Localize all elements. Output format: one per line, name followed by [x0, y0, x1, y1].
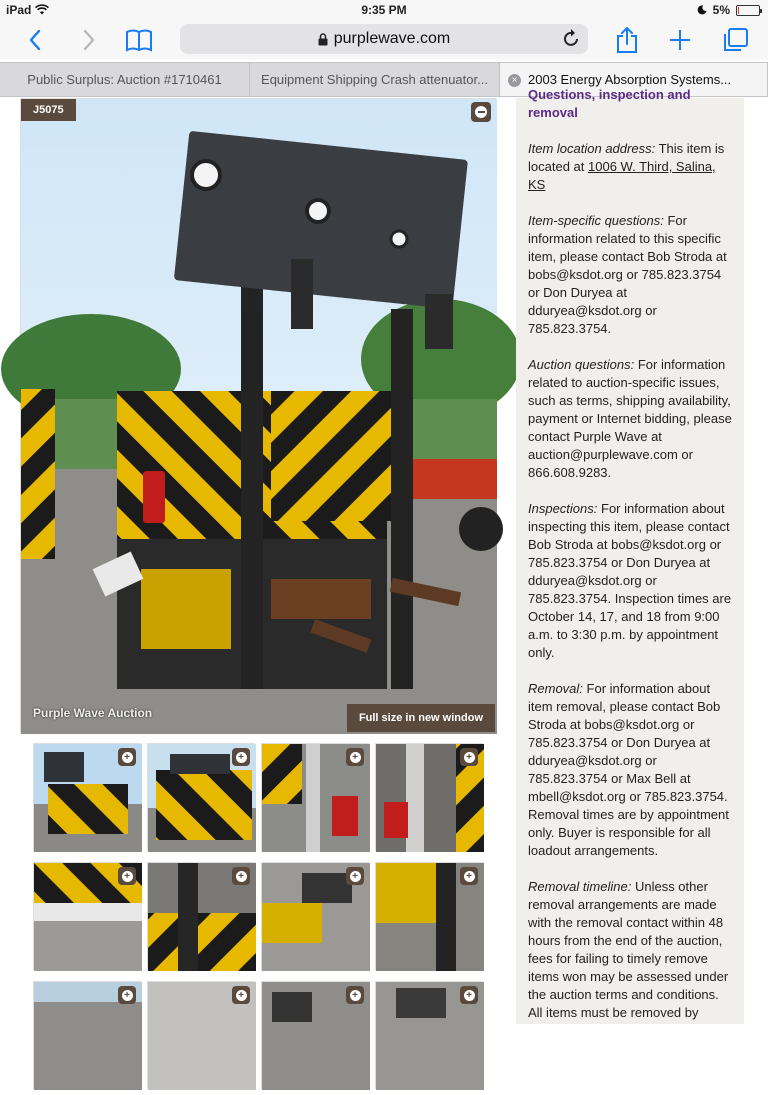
browser-toolbar: [0, 20, 768, 60]
battery-icon: [736, 5, 760, 16]
status-bar: [0, 0, 768, 20]
item-questions-label: Item-specific questions:: [528, 213, 664, 228]
inspections-label: Inspections:: [528, 501, 598, 516]
page-content: [0, 87, 768, 1024]
removal-timeline-label: Removal timeline:: [528, 879, 632, 894]
location-text: This item is located at: [528, 141, 725, 174]
battery-fill: [738, 7, 739, 14]
thumbnail[interactable]: [261, 981, 369, 1089]
removal-paragraph: [528, 680, 732, 860]
tabs-icon[interactable]: [720, 25, 750, 55]
url-text: purplewave.com: [333, 30, 451, 47]
crash-attenuator-photo: [21, 99, 497, 734]
moon-icon: [697, 5, 707, 15]
expand-icon[interactable]: +: [118, 986, 136, 1004]
expand-icon[interactable]: +: [232, 867, 250, 885]
expand-icon[interactable]: +: [346, 867, 364, 885]
removal-timeline-paragraph: [528, 878, 732, 1022]
expand-icon[interactable]: +: [460, 986, 478, 1004]
thumbnail[interactable]: [33, 981, 141, 1089]
tab-label: Public Surplus: Auction #1710461: [27, 72, 222, 87]
item-questions-paragraph: [528, 212, 732, 338]
removal-label: Removal:: [528, 681, 583, 696]
thumbnail[interactable]: [375, 862, 483, 970]
section-heading: Questions, inspection and removal: [528, 87, 691, 120]
collapse-icon[interactable]: [471, 102, 491, 122]
thumbnail[interactable]: [375, 981, 483, 1089]
back-icon[interactable]: [20, 25, 50, 55]
item-questions-text: For information related to this specific item, please contact Bob Stroda at bobs@ksdot.org or 785.823.3754 or Don Duryea at dduryea@ksdot.org or 785.823.3754.: [528, 213, 727, 336]
auction-questions-paragraph: [528, 356, 732, 482]
removal-timeline-text: Unless other removal arrangements are made with the removal contact within 48 hours from the end of the auction, fees for failing to timely remove items won may be assessed under the auction terms and conditions. All items must be removed by: [528, 879, 729, 1020]
lock-icon: [318, 33, 328, 46]
location-label: Item location address:: [528, 141, 656, 156]
full-size-button[interactable]: Full size in new window: [347, 704, 495, 732]
thumbnail[interactable]: [147, 981, 255, 1089]
expand-icon[interactable]: +: [118, 748, 136, 766]
thumbnail[interactable]: [261, 862, 369, 970]
expand-icon[interactable]: +: [346, 986, 364, 1004]
auction-questions-label: Auction questions:: [528, 357, 635, 372]
thumbnail[interactable]: [147, 743, 255, 851]
bookmarks-icon[interactable]: [124, 25, 154, 55]
clock: 9:35 PM: [361, 3, 407, 17]
thumbnail[interactable]: [261, 743, 369, 851]
close-tab-icon[interactable]: ×: [508, 74, 521, 87]
status-right: [697, 3, 760, 17]
item-details-panel: [516, 87, 744, 1024]
tab-label: Equipment Shipping Crash attenuator...: [261, 72, 488, 87]
inspections-text: For information about inspecting this item, please contact Bob Stroda at bobs@ksdot.org or 785.823.3754 or Don Duryea at dduryea@ksdot.org or 785.823.3754. Inspection times are October 14, 17, and 18 from 9:00 a.m. to 3:30 p.m. by appointment only.: [528, 501, 732, 660]
lot-number-badge: J5075: [21, 99, 76, 121]
expand-icon[interactable]: +: [346, 748, 364, 766]
reload-icon[interactable]: [562, 28, 580, 48]
tab-public-surplus[interactable]: [0, 63, 250, 96]
expand-icon[interactable]: +: [232, 986, 250, 1004]
new-tab-icon[interactable]: [665, 25, 695, 55]
share-icon[interactable]: [612, 25, 642, 55]
expand-icon[interactable]: +: [460, 748, 478, 766]
main-photo[interactable]: [20, 98, 496, 733]
inspections-paragraph: [528, 500, 732, 662]
watermark: Purple Wave Auction: [33, 706, 153, 720]
expand-icon[interactable]: +: [118, 867, 136, 885]
thumbnail[interactable]: [33, 862, 141, 970]
location-paragraph: [528, 140, 732, 194]
location-address-link[interactable]: 1006 W. Third, Salina, KS: [528, 159, 716, 192]
auction-questions-text: For information related to auction-specific issues, such as terms, shipping availability, payment or Internet bidding, please contact Purple Wave at auction@purplewave.com or 866.608.9283.: [528, 357, 732, 480]
removal-text: For information about item removal, please contact Bob Stroda at bobs@ksdot.org or 785.823.3754 or Don Duryea at dduryea@ksdot.org or 785.823.3754 or Max Bell at mbell@ksdot.org or 785.823.3754. Removal times are by appointment only. Buyer is responsible for all loadout arrangements.: [528, 681, 729, 858]
tab-label: 2003 Energy Absorption Systems...: [528, 72, 732, 87]
tab-equipment-shipping[interactable]: [250, 63, 500, 96]
address-bar[interactable]: [180, 24, 588, 54]
thumbnail[interactable]: [147, 862, 255, 970]
thumbnail[interactable]: [375, 743, 483, 851]
expand-icon[interactable]: +: [232, 748, 250, 766]
device-name: iPad: [6, 3, 32, 17]
expand-icon[interactable]: +: [460, 867, 478, 885]
thumbnail[interactable]: [33, 743, 141, 851]
forward-icon[interactable]: [74, 25, 104, 55]
battery-percent: 5%: [712, 3, 730, 17]
